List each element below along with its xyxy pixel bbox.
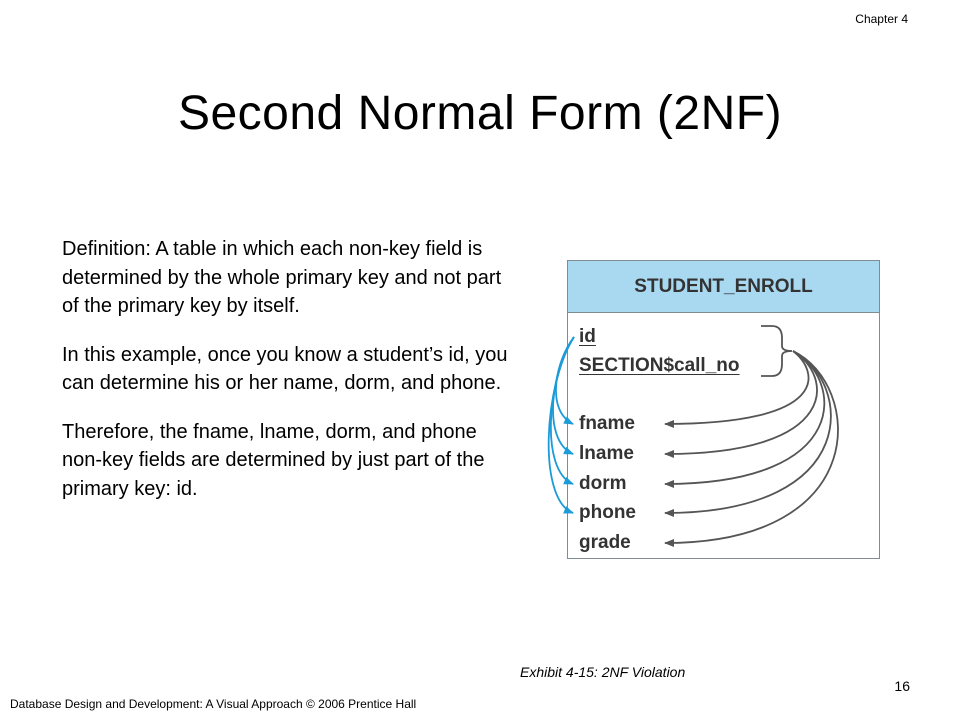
field-fname: fname bbox=[579, 413, 635, 434]
full-key-arrow-fname bbox=[665, 351, 809, 424]
field-lname: lname bbox=[579, 443, 634, 464]
table-header: STUDENT_ENROLL bbox=[567, 260, 880, 313]
page-number: 16 bbox=[894, 678, 910, 694]
key-field-id: id bbox=[579, 326, 596, 347]
partial-key-arrow-fname bbox=[556, 337, 574, 424]
definition-paragraph: Definition: A table in which each non-key field is determined by the whole primary key and not part of the primary key by itself. bbox=[62, 238, 502, 317]
full-key-arrow-grade bbox=[665, 351, 838, 543]
conclusion-paragraph: Therefore, the fname, lname, dorm, and phone non-key fields are determined by just part of the primary key: id. bbox=[62, 420, 485, 500]
primary-key-brace bbox=[761, 326, 792, 376]
key-field-section-call-no: SECTION$call_no bbox=[579, 355, 740, 376]
slide-title: Second Normal Form (2NF) bbox=[177, 87, 783, 140]
full-key-arrow-phone bbox=[665, 351, 831, 513]
full-key-arrow-lname bbox=[665, 351, 817, 454]
full-key-arrow-dorm bbox=[665, 351, 824, 484]
chapter-label: Chapter 4 bbox=[855, 12, 908, 26]
footer-text: Database Design and Development: A Visual Approach © 2006 Prentice Hall bbox=[10, 697, 417, 711]
field-dorm: dorm bbox=[579, 473, 627, 494]
example-paragraph: In this example, once you know a student’s id, you can determine his or her name, dorm, and phone. bbox=[62, 343, 508, 394]
partial-key-arrow-phone bbox=[549, 337, 574, 513]
field-grade: grade bbox=[579, 532, 631, 553]
field-phone: phone bbox=[579, 502, 636, 523]
exhibit-caption: Exhibit 4-15: 2NF Violation bbox=[520, 664, 686, 680]
